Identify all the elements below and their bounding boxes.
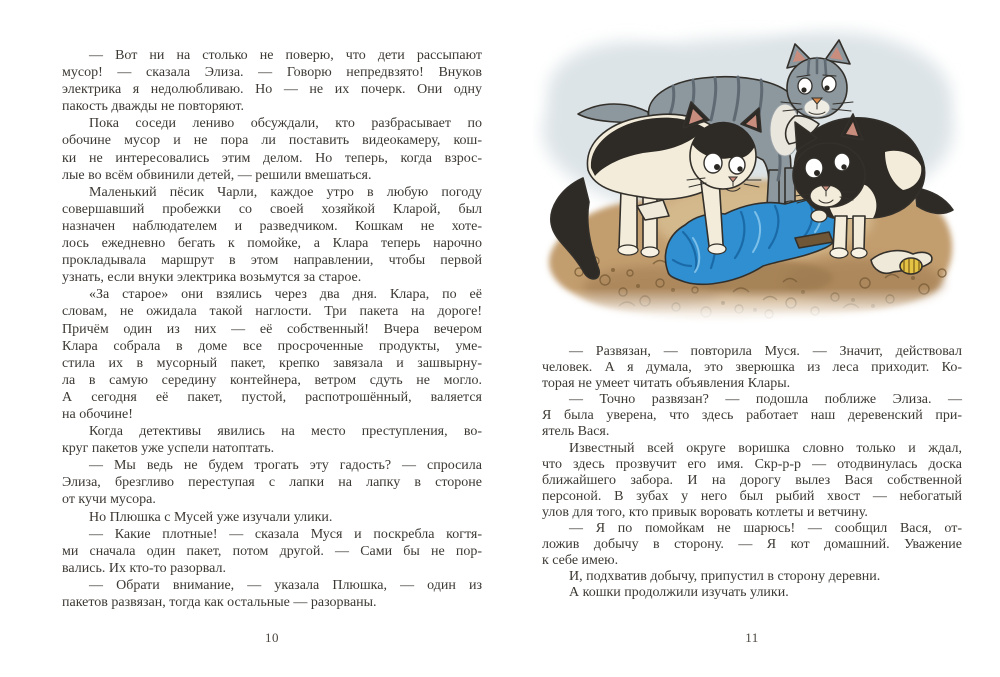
paragraph <box>542 344 962 392</box>
text-line: Элиза, брезгливо переступая с лапки на лапку в стороне <box>62 475 482 491</box>
text-line: обочине мусор и не пора ли поставить видеокамеру, кош- <box>62 133 482 149</box>
text-line: Известный всей округе воришка словно только и ждал, <box>569 440 962 456</box>
text-line: Маленький пёсик Чарли, каждое утро в любую погоду <box>89 184 482 200</box>
text-line: персоной. В зубах у него был рыбий хвост — небогатый <box>542 488 962 504</box>
paragraph <box>542 569 962 585</box>
text-line: ближайшего забора. И на дорогу вылез Вася собственной <box>542 472 962 488</box>
text-line: — Точно развязан? — подошла поближе Элиза. — <box>569 392 962 408</box>
right-page-number: 11 <box>745 630 759 645</box>
text-line: ла в самую середину контейнера, ветром сдуть не могло. <box>62 372 482 388</box>
text-line: к себе имею. <box>542 553 619 569</box>
paragraph <box>62 526 482 577</box>
text-line: — Развязан, — повторила Муся. — Значит, действовал <box>569 344 962 359</box>
text-line: А сегодня её пакет, пустой, распотрошённый, валяется <box>62 389 482 405</box>
text-line: — Обрати внимание, — указала Плюшка, — один из <box>89 577 482 593</box>
paragraph <box>62 577 482 611</box>
ground-fade <box>533 288 965 332</box>
text-line: пакетов развязан, тогда как остальные — разорваны. <box>62 595 377 610</box>
paragraph <box>542 441 962 521</box>
text-line: — Мы ведь не будем трогать эту гадость? — спросила <box>89 458 482 474</box>
text-line: Пока соседи лениво обсуждали, кто разбрасывает по <box>89 116 482 132</box>
text-line: прокладывала маршрут в этом направлении, чтобы первой <box>62 253 482 269</box>
illustration-cats-and-bag <box>533 20 965 332</box>
paragraph <box>62 184 482 287</box>
text-line: ки не интересовались этим делом. Но теперь, когда взрос- <box>62 150 482 166</box>
text-line: человек. А я думала, это зверюшка из леса приходит. Ко- <box>542 360 962 376</box>
text-line: — Вот ни на столько не поверю, что дети рассыпают <box>89 48 482 63</box>
text-line: — Я по помойкам не шарюсь! — сообщил Вася, от- <box>569 521 962 537</box>
text-line: назначен наблюдателем и разведчиком. Кошкам не хоте- <box>62 218 482 234</box>
paragraph <box>62 423 482 457</box>
text-line: торая не умеет читать объявления Клары. <box>542 376 791 392</box>
text-line: совершавший пробежки со своей хозяйкой Кларой, был <box>62 201 482 217</box>
text-line: Клара собрала в доме все просроченные продукты, уме- <box>62 338 482 354</box>
text-line: Но Плюшка с Мусей уже изучали улики. <box>89 509 333 525</box>
left-page-number: 10 <box>265 630 279 645</box>
text-line: что здесь прозвучит его имя. Скр-р-р — отодвинулась доска <box>542 456 962 472</box>
right-page-text <box>542 344 962 602</box>
text-line: словам, не ожидала такой наглости. Три пакета на дороге! <box>62 304 482 320</box>
text-line: И, подхватив добычу, припустил в сторону деревни. <box>569 569 881 585</box>
text-line: «За старое» они взялись через два дня. Клара, по её <box>89 287 482 303</box>
text-line: лось ежедневно бегать к помойке, а Клара теперь нарочно <box>62 236 482 252</box>
text-line: ми сначала один пакет, потом другой. — Сами бы не пор- <box>62 543 482 559</box>
text-line: ятель Вася. <box>542 424 610 440</box>
left-page-text <box>62 47 482 611</box>
text-line: от кучи мусора. <box>62 492 156 508</box>
text-line: А кошки продолжили изучать улики. <box>569 585 789 601</box>
text-line: лые во всём обвинили детей, — решили вмешаться. <box>62 167 372 183</box>
paragraph <box>62 115 482 183</box>
text-line: улов для того, кто привык воровать котлеты и ветчину. <box>542 504 868 520</box>
text-line: мусор! — сказала Элиза. — Говорю непредвзято! Внуков <box>62 65 482 81</box>
paragraph <box>62 47 482 115</box>
text-line: стила их в мусорный пакет, крепко завязала и зашвырну- <box>62 355 482 371</box>
paragraph <box>542 392 962 440</box>
text-line: на обочине! <box>62 406 133 422</box>
text-line: Причём один из них — её собственный! Вчера вечером <box>62 321 482 337</box>
text-line: узнать, если внуки электрика возьмутся за старое. <box>62 270 362 286</box>
text-line: — Какие плотные! — сказала Муся и поскребла когтя- <box>89 526 482 542</box>
paragraph <box>62 286 482 423</box>
bottle-cap <box>900 258 922 274</box>
text-line: вались. Их кто-то разорвал. <box>62 560 227 576</box>
paragraph <box>62 509 482 526</box>
paragraph <box>542 521 962 569</box>
paragraph <box>62 457 482 508</box>
text-line: ложив добычу в сторону. — Я кот домашний. Уважение <box>542 537 962 553</box>
text-line: пакость дважды не повторяют. <box>62 99 244 115</box>
paragraph <box>542 585 962 601</box>
text-line: Когда детективы явились на место преступления, во- <box>89 424 482 440</box>
text-line: электрика я недолюбливаю. Но — не их почерк. Они одну <box>62 82 482 98</box>
text-line: круг пакетов уже успели натоптать. <box>62 441 275 457</box>
text-line: Я была уверена, что здесь работает наш деревенский при- <box>542 408 962 424</box>
